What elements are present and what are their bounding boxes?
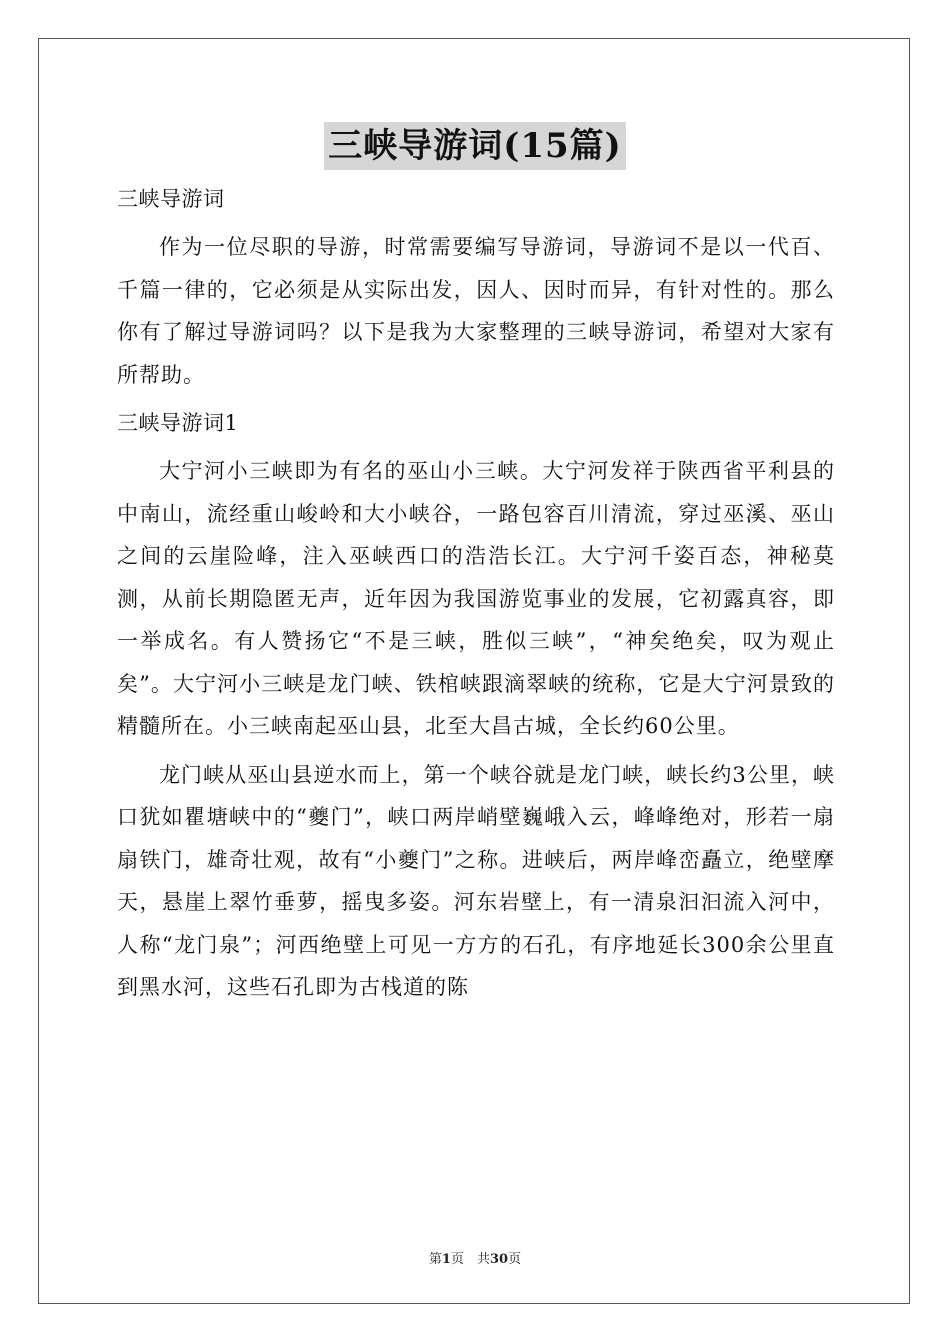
page-prefix: 第: [428, 1252, 442, 1267]
document-title-wrap: [0, 122, 950, 170]
body-paragraph-1: 大宁河小三峡即为有名的巫山小三峡。大宁河发祥于陕西省平利县的中南山，流经重山峻岭和大小峡谷，一路包容百川清流，穿过巫溪、巫山之间的云崖险峰，注入巫峡西口的浩浩长江。大宁河千姿百态，神秘莫测，从前长期隐匿无声，近年因为我国游览事业的发展，它初露真容，即一举成名。有人赞扬它“不是三峡，胜似三峡”，“神矣绝矣，叹为观止矣”。大宁河小三峡是龙门峡、铁棺峡跟滴翠峡的统称，它是大宁河景致的精髓所在。小三峡南起巫山县，北至大昌古城，全长约60公里。: [117, 459, 835, 738]
page-footer: [0, 1248, 950, 1267]
document-title: 三峡导游词(15篇): [324, 122, 626, 170]
page-suffix: 页: [508, 1252, 522, 1267]
page-mid: 页 共: [450, 1252, 490, 1267]
page-total: 30: [489, 1252, 509, 1267]
intro-heading: 三峡导游词: [117, 187, 225, 211]
body-paragraph-2: 龙门峡从巫山县逆水而上，第一个峡谷就是龙门峡，峡长约3公里，峡口犹如瞿塘峡中的“夔门”，峡口两岸峭壁巍峨入云，峰峰绝对，形若一扇扇铁门，雄奇壮观，故有“小夔门”之称。进峡后，两岸峰峦矗立，绝壁摩天，悬崖上翠竹垂萝，摇曳多姿。河东岩壁上，有一清泉汩汩流入河中，人称“龙门泉”；河西绝壁上可见一方方的石孔，有序地延长300余公里直到黑水河，这些石孔即为古栈道的陈: [117, 762, 835, 999]
document-body: [117, 178, 835, 1009]
page-current: 1: [441, 1252, 451, 1267]
intro-paragraph: 作为一位尽职的导游，时常需要编写导游词，导游词不是以一代百、千篇一律的，它必须是从实际出发，因人、因时而异，有针对性的。那么你有了解过导游词吗？以下是我为大家整理的三峡导游词，希望对大家有所帮助。: [117, 235, 835, 387]
section-heading-1: 三峡导游词1: [117, 411, 239, 435]
